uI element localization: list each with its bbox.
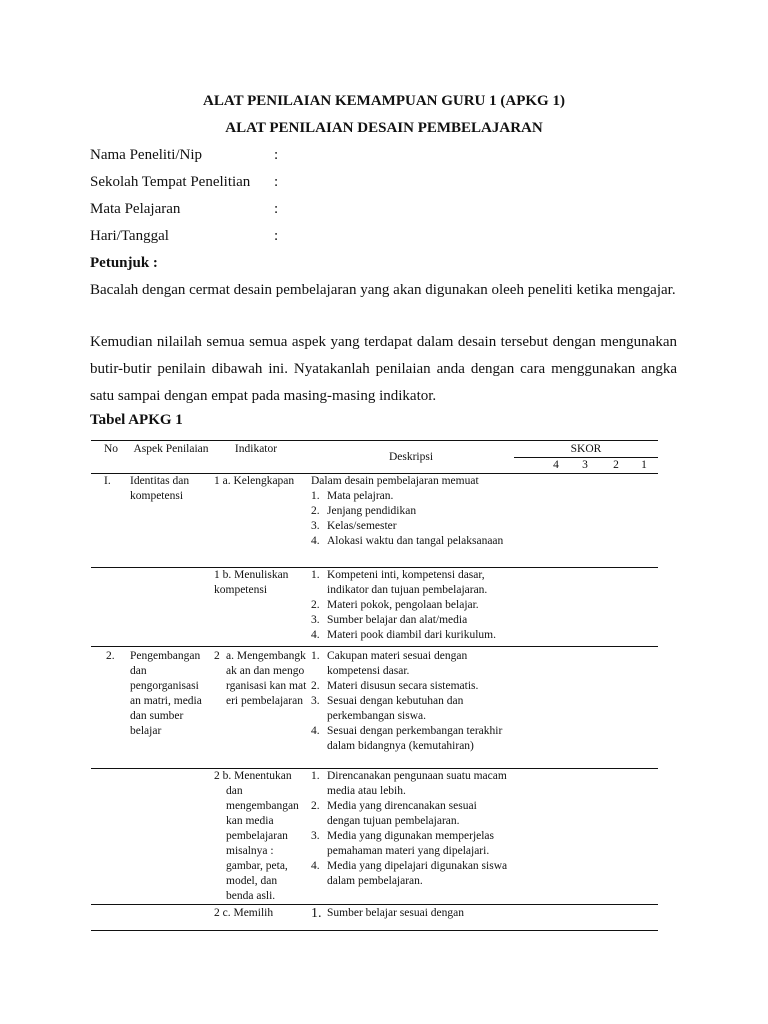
row1-items — [311, 489, 511, 549]
skor-col-3: 3 — [582, 459, 588, 471]
field-label: Nama Peneliti/Nip — [90, 147, 203, 163]
row3-no: 2. — [106, 650, 115, 662]
field-label: Hari/Tanggal — [90, 228, 169, 244]
field-label: Mata Pelajaran — [90, 201, 181, 217]
list-item: 1. Mata pelajran. — [311, 490, 394, 502]
row5-items — [311, 906, 511, 921]
document-subtitle: ALAT PENILAIAN DESAIN PEMBELAJARAN — [225, 120, 543, 136]
list-item: 1. Direncanakan pengunaan suatu macam media atau lebih. — [311, 770, 507, 797]
skor-col-2: 2 — [613, 459, 619, 471]
instruction-paragraph-2: Kemudian nilailah semua semua aspek yang terdapat dalam desain tersebut dengan mengunakan butir-butir penilain dibawah ini. Nyatakanlah penilaian anda dengan cara menggunakan angka satu sampai dengan empat pada masing-masing indikator. — [90, 334, 677, 404]
list-item: 1. Sumber belajar sesuai dengan — [311, 906, 464, 921]
row-rule — [91, 646, 658, 647]
header-indikator: Indikator — [234, 443, 278, 455]
field-label: Sekolah Tempat Penelitian — [90, 174, 251, 190]
list-item: 4. Materi pook diambil dari kurikulum. — [311, 629, 496, 641]
row2-items — [311, 568, 511, 643]
instruction-paragraph-1: Bacalah dengan cermat desain pembelajaran yang akan digunakan oleeh peneliti ketika mengajar. — [90, 282, 676, 298]
row3-aspek: Pengembangan dan pengorganisasi an matri, media dan sumber belajar — [130, 650, 202, 737]
list-item: 3. Media yang digunakan memperjelas pemahaman materi yang dipelajari. — [311, 830, 495, 857]
header-no: No — [103, 443, 119, 455]
row1-no: I. — [104, 475, 111, 487]
list-item: 3. Kelas/semester — [311, 520, 397, 532]
row3-indikator-prefix: 2 — [214, 650, 220, 662]
list-item: 2. Materi disusun secara sistematis. — [311, 680, 479, 692]
field-colon: : — [274, 147, 279, 163]
header-skor: SKOR — [570, 443, 602, 455]
row1-intro: Dalam desain pembelajaran memuat — [311, 475, 479, 487]
list-item: 2. Media yang direncanakan sesuai dengan tujuan pembelajaran. — [311, 800, 477, 827]
document-title: ALAT PENILAIAN KEMAMPUAN GURU 1 (APKG 1) — [203, 93, 565, 109]
petunjuk-heading: Petunjuk : — [90, 255, 158, 271]
field-colon: : — [274, 174, 279, 190]
row1-aspek: Identitas dan kompetensi — [130, 475, 190, 502]
row3-indikator: a. Mengembangkak an dan mengorganisasi kan materi pembelajaran — [226, 650, 307, 707]
row2-indikator: 1 b. Menuliskan kompetensi — [214, 569, 289, 596]
skor-col-1: 1 — [641, 459, 647, 471]
list-item: 1. Cakupan materi sesuai dengan kompetensi dasar. — [311, 650, 468, 677]
table-rule-bottom — [91, 930, 658, 931]
list-item: 4. Alokasi waktu dan tangal pelaksanaan — [311, 535, 504, 547]
row1-deskripsi — [311, 474, 511, 549]
row4-indikator: 2 b. Menentukan dan mengembangan kan media pembelajaran misalnya : gambar, peta, model, dan benda asli. — [214, 770, 299, 902]
row1-indikator: 1 a. Kelengkapan — [214, 475, 295, 487]
table-title: Tabel APKG 1 — [90, 412, 183, 428]
field-colon: : — [274, 228, 279, 244]
row5-indikator: 2 c. Memilih — [214, 907, 274, 919]
list-item: 4. Sesuai dengan perkembangan terakhir dalam bidangnya (kemutahiran) — [311, 725, 503, 752]
table-rule-top — [91, 440, 658, 441]
list-item: 2. Jenjang pendidikan — [311, 505, 417, 517]
header-aspek: Aspek Penilaian — [133, 443, 209, 455]
row3-items — [311, 649, 511, 754]
list-item: 2. Materi pokok, pengolaan belajar. — [311, 599, 479, 611]
list-item: 4. Media yang dipelajari digunakan siswa dalam pembelajaran. — [311, 860, 508, 887]
list-item: 3. Sesuai dengan kebutuhan dan perkembangan siswa. — [311, 695, 464, 722]
skor-col-4: 4 — [553, 459, 559, 471]
list-item: 1. Kompeteni inti, kompetensi dasar, indikator dan tujuan pembelajaran. — [311, 569, 488, 596]
list-item: 3. Sumber belajar dan alat/media — [311, 614, 468, 626]
header-deskripsi: Deskripsi — [388, 451, 434, 463]
row-rule — [91, 904, 658, 905]
field-colon: : — [274, 201, 279, 217]
row4-items — [311, 769, 511, 889]
